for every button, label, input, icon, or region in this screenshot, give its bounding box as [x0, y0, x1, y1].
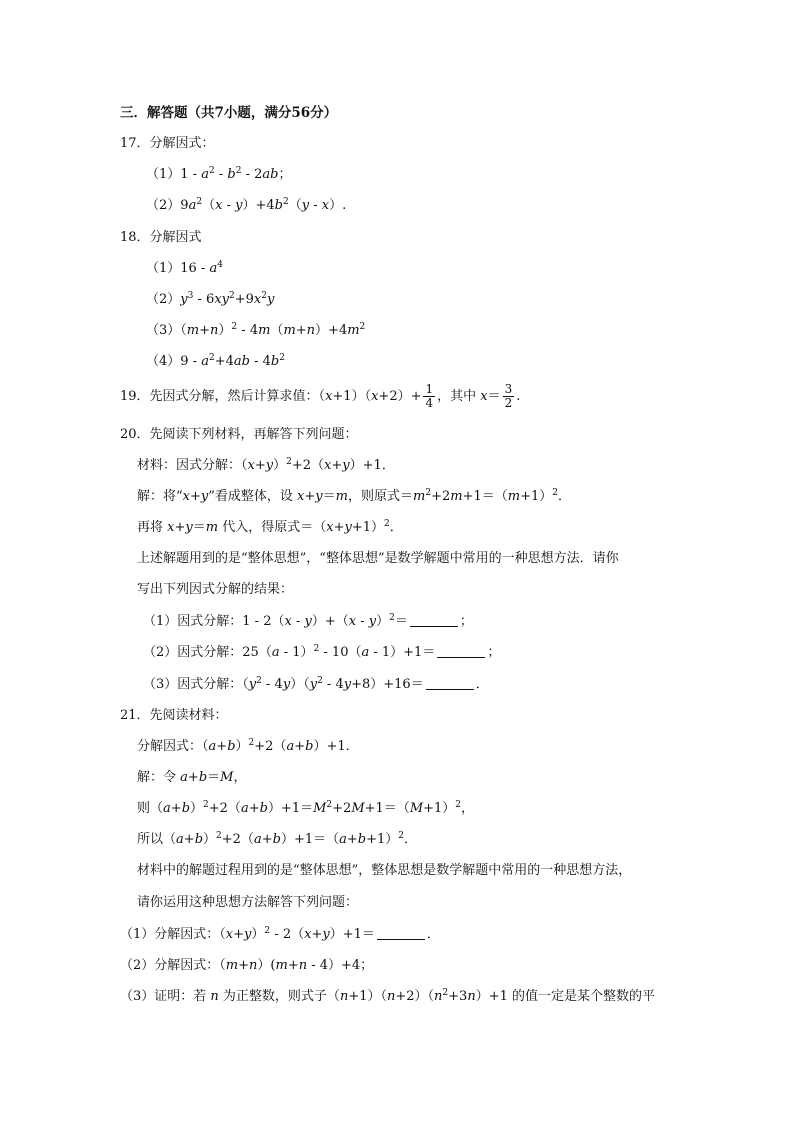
q18-item-4 — [146, 353, 285, 371]
q20-substitute: 再将 x+y＝m 代入，得原式$=(x+y+1)^2$． — [137, 519, 403, 535]
q20-item-1 — [143, 613, 473, 631]
item-label: （1） — [143, 614, 178, 629]
q17-title: 17．分解因式： — [120, 136, 215, 151]
q21-paragraph-2: 请你运用这种思想方法解答下列问题： — [137, 895, 359, 910]
item-label: （3） — [120, 989, 155, 1004]
q20-title: 20．先阅读下列材料，再解答下列问题： — [120, 427, 358, 442]
item-label: （2） — [143, 645, 178, 660]
q20-item-3 — [143, 676, 489, 694]
q21-title: 21．先阅读材料： — [120, 708, 228, 723]
q21-item-2 — [120, 957, 373, 975]
item-expression: $9a^2(x - y)+4b^2(y - x)$. — [180, 197, 347, 213]
q21-paragraph-1: 材料中的解题过程用到的是“整体思想”，整体思想是数学解题中常用的一种思想方法， — [137, 863, 632, 878]
item-expression: $y^3 - 6xy^2+9x^2y$ — [180, 291, 275, 307]
q19-line — [120, 380, 520, 414]
answer-blank[interactable] — [437, 644, 485, 658]
item-label: （2） — [120, 958, 155, 973]
q21-item-3 — [120, 988, 655, 1006]
q20-solution: 解：将“x+y”看成整体，设 x+y＝m，则原式$=m^2+2m+1=(m+1)^2$． — [137, 488, 571, 504]
item-expression: 因式分解：1 - 2（x - y）+（x - y）$^2$＝ — [177, 613, 408, 629]
q21-line-3: 则$(a+b)^2+2(a+b)+1=M^2+2M+1=(M+1)^2$， — [137, 800, 475, 816]
q19-expression: （x+1）（x+2）+ — [318, 389, 422, 404]
item-label: （4） — [146, 354, 181, 369]
item-label: （2） — [146, 292, 181, 307]
fraction-three-halves — [503, 383, 515, 410]
q21-line-2: 解：令 a+b＝M， — [137, 770, 247, 785]
item-expression: 因式分解：25（a - 1）$^2$ - 10（a - 1）+1＝ — [177, 644, 436, 660]
item-expression: $16 - a^4$ — [180, 260, 223, 276]
q20-item-2 — [143, 644, 500, 662]
fraction-numerator: 3 — [504, 382, 513, 396]
q21-line-4: 所以$(a+b)^2+2(a+b)+1=(a+b+1)^2$． — [137, 831, 418, 847]
fraction-denominator: 4 — [425, 396, 434, 410]
item-label: （1） — [120, 927, 155, 942]
item-expression: 分解因式：（m+n）(m+n - 4）+4； — [154, 958, 374, 973]
q21-line-1: 分解因式：$(a+b)^2+2(a+b)+1$． — [137, 738, 359, 754]
q21-item-1 — [120, 926, 440, 944]
q19-end: . — [516, 389, 521, 404]
q18-title: 18．分解因式 — [120, 230, 202, 245]
answer-blank[interactable] — [410, 613, 458, 627]
q19-condition: ，其中 x＝ — [437, 389, 501, 404]
section-title: 三．解答题（共7小题，满分56分） — [120, 105, 338, 121]
q17-item-2 — [146, 197, 346, 215]
item-label: （1） — [146, 167, 181, 182]
q18-item-2 — [146, 291, 274, 309]
item-expression: $(m+n)^2 - 4m(m+n)+4m^2$ — [180, 322, 366, 338]
item-expression: 因式分解：$(y^2 - 4y)(y^2 - 4y+8)+16=$ — [177, 676, 424, 692]
q18-item-1 — [146, 260, 223, 278]
fraction-numerator: 1 — [425, 382, 434, 396]
q20-paragraph-2: 写出下列因式分解的结果： — [137, 582, 294, 597]
fraction-one-quarter — [423, 383, 435, 410]
item-label: （3） — [146, 323, 181, 338]
q20-material: 材料：因式分解：$(x+y)^2+2(x+y)+1$． — [137, 457, 395, 473]
item-label: （2） — [146, 198, 181, 213]
q17-item-1 — [146, 166, 291, 184]
answer-blank[interactable] — [426, 676, 474, 690]
item-expression: 证明：若 n 为正整数，则式子$(n+1)(n+2)(n^2+3n)+1$ 的值一定是某个整数的平 — [154, 988, 655, 1004]
item-end: ； — [487, 645, 501, 660]
item-expression: 分解因式：$(x+y)^2 - 2(x+y)+1=$ — [154, 926, 375, 942]
item-end: ． — [426, 927, 440, 942]
q20-paragraph-1: 上述解题用到的是“整体思想”，“整体思想”是数学解题中常用的一种思想方法．请你 — [137, 551, 619, 566]
item-end: ； — [459, 614, 473, 629]
item-expression: $9 - a^2+4ab - 4b^2$ — [180, 353, 285, 369]
item-label: （1） — [146, 261, 181, 276]
answer-blank[interactable] — [377, 926, 425, 940]
item-label: （3） — [143, 677, 178, 692]
q18-item-3 — [146, 322, 365, 340]
q19-prefix: 19．先因式分解，然后计算求值： — [120, 389, 319, 404]
item-expression: $1 - a^2 - b^2 - 2ab$； — [180, 166, 292, 182]
item-end: ． — [475, 677, 489, 692]
fraction-denominator: 2 — [504, 396, 513, 410]
